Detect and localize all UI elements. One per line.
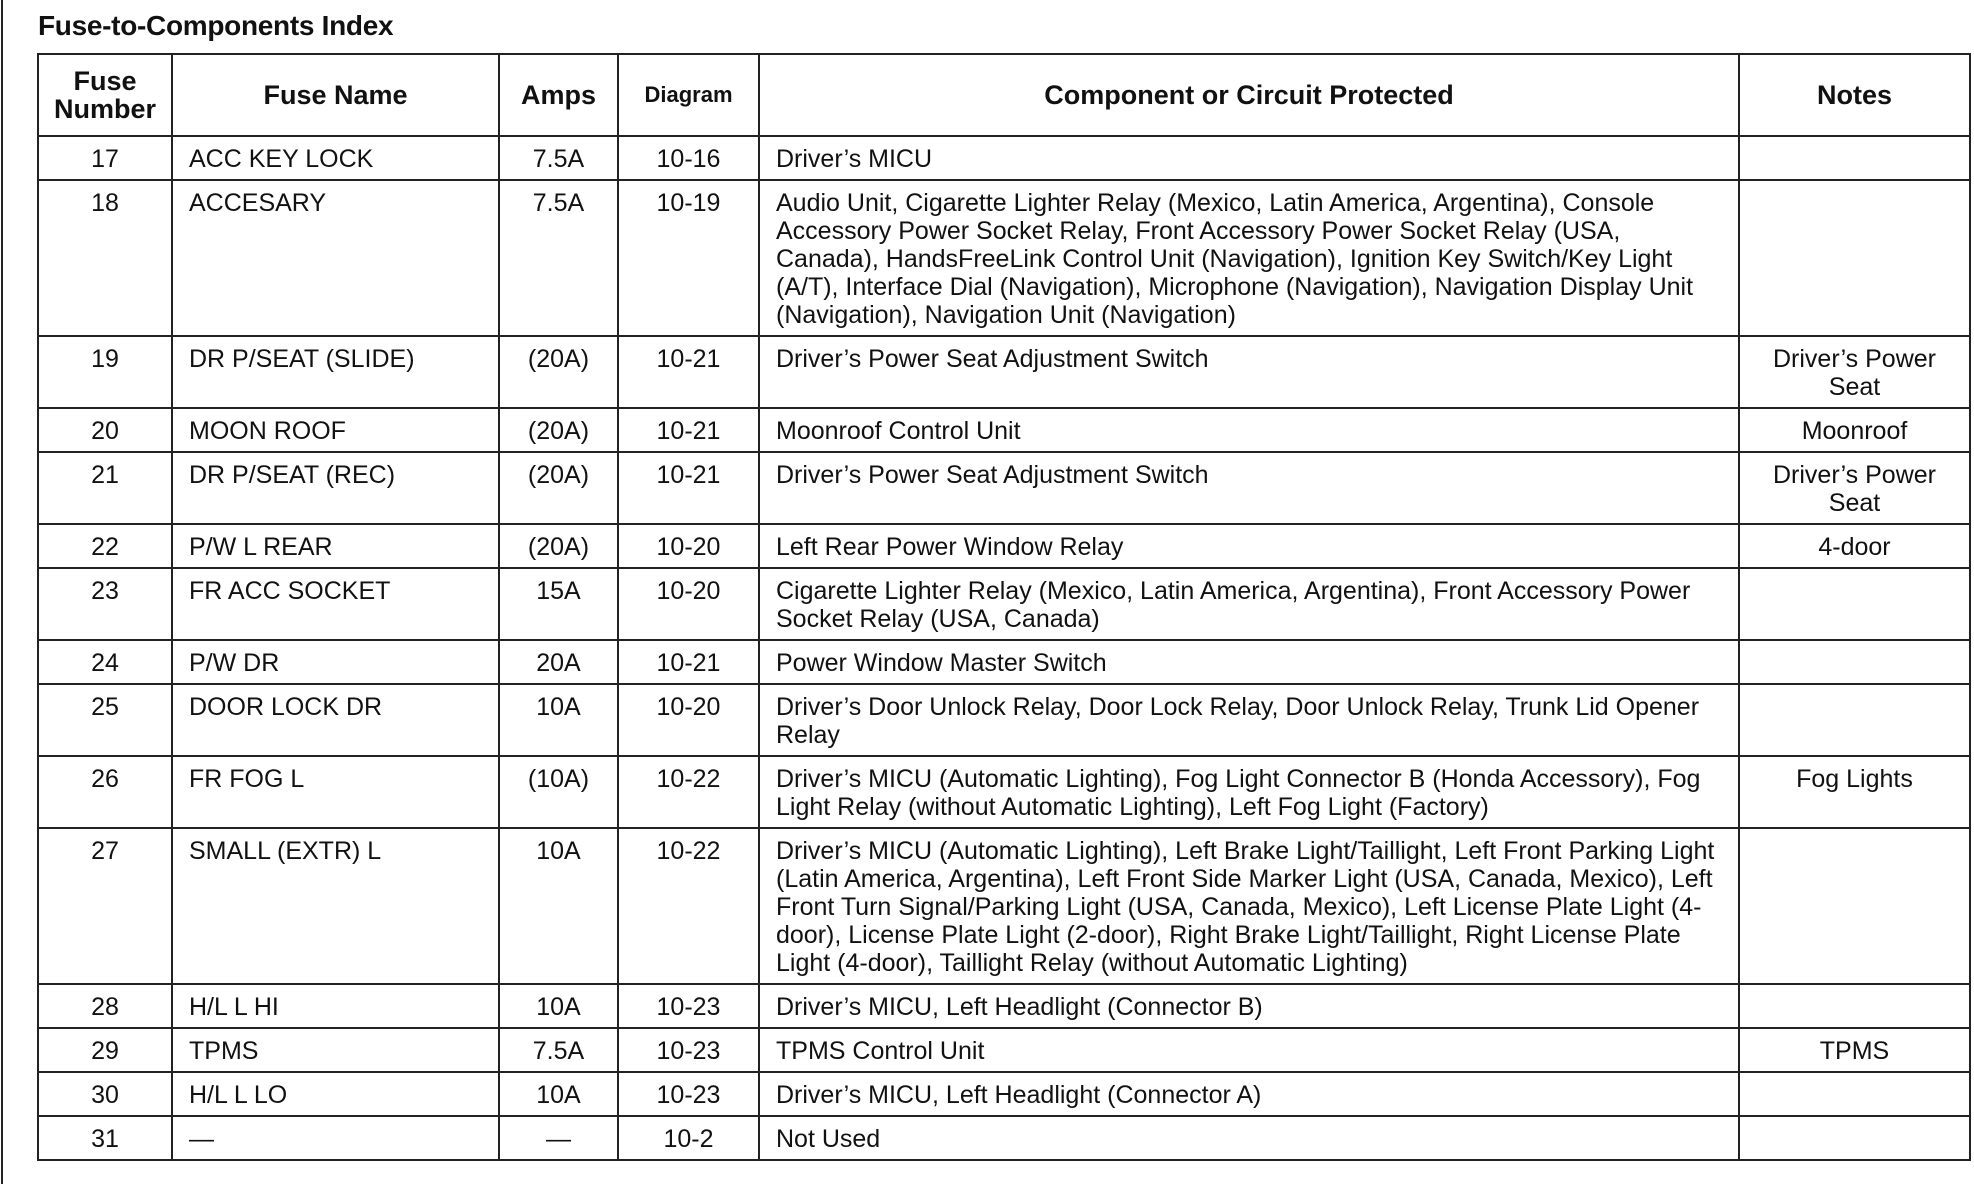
cell-notes bbox=[1739, 684, 1970, 756]
cell-notes: Driver’s Power Seat bbox=[1739, 452, 1970, 524]
cell-diagram: 10-20 bbox=[618, 684, 759, 756]
cell-notes bbox=[1739, 1116, 1970, 1160]
cell-fuse-name: ACCESARY bbox=[172, 180, 499, 336]
cell-fuse-number: 21 bbox=[38, 452, 172, 524]
cell-amps: 10A bbox=[499, 1072, 618, 1116]
cell-component: Driver’s Door Unlock Relay, Door Lock Relay, Door Unlock Relay, Trunk Lid Opener Relay bbox=[759, 684, 1739, 756]
table-row bbox=[38, 684, 1970, 756]
cell-diagram: 10-20 bbox=[618, 568, 759, 640]
cell-notes: Moonroof bbox=[1739, 408, 1970, 452]
cell-fuse-number: 31 bbox=[38, 1116, 172, 1160]
cell-component: Power Window Master Switch bbox=[759, 640, 1739, 684]
cell-diagram: 10-23 bbox=[618, 1028, 759, 1072]
cell-fuse-name: FR ACC SOCKET bbox=[172, 568, 499, 640]
table-row bbox=[38, 828, 1970, 984]
cell-component: Audio Unit, Cigarette Lighter Relay (Mexico, Latin America, Argentina), Console Accessory Power Socket Relay, Front Accessory Power Socket Relay (USA, Canada), HandsFreeLink Control Unit (Navigation), Ignition Key Switch/Key Light (A/T), Interface Dial (Navigation), Microphone (Navigation), Navigation Display Unit (Navigation), Navigation Unit (Navigation) bbox=[759, 180, 1739, 336]
cell-fuse-number: 20 bbox=[38, 408, 172, 452]
table-row bbox=[38, 336, 1970, 408]
page-title: Fuse-to-Components Index bbox=[38, 10, 394, 41]
header-fuse-number-line2: Number bbox=[53, 94, 156, 124]
cell-fuse-name: DR P/SEAT (SLIDE) bbox=[172, 336, 499, 408]
cell-component: TPMS Control Unit bbox=[759, 1028, 1739, 1072]
cell-fuse-number: 29 bbox=[38, 1028, 172, 1072]
cell-amps: 7.5A bbox=[499, 180, 618, 336]
cell-amps: 10A bbox=[499, 684, 618, 756]
table-row bbox=[38, 180, 1970, 336]
cell-amps: 7.5A bbox=[499, 136, 618, 180]
cell-fuse-number: 30 bbox=[38, 1072, 172, 1116]
cell-fuse-name: H/L L HI bbox=[172, 984, 499, 1028]
header-component: Component or Circuit Protected bbox=[759, 54, 1739, 136]
cell-amps: (20A) bbox=[499, 408, 618, 452]
table-row bbox=[38, 984, 1970, 1028]
table-row bbox=[38, 452, 1970, 524]
cell-notes bbox=[1739, 136, 1970, 180]
cell-diagram: 10-16 bbox=[618, 136, 759, 180]
table-row bbox=[38, 756, 1970, 828]
cell-component: Moonroof Control Unit bbox=[759, 408, 1739, 452]
table-row bbox=[38, 640, 1970, 684]
cell-component: Cigarette Lighter Relay (Mexico, Latin America, Argentina), Front Accessory Power Socket Relay (USA, Canada) bbox=[759, 568, 1739, 640]
cell-component: Driver’s MICU (Automatic Lighting), Fog Light Connector B (Honda Accessory), Fog Light Relay (without Automatic Lighting), Left Fog Light (Factory) bbox=[759, 756, 1739, 828]
cell-fuse-number: 18 bbox=[38, 180, 172, 336]
cell-component: Driver’s MICU, Left Headlight (Connector A) bbox=[759, 1072, 1739, 1116]
cell-fuse-name: TPMS bbox=[172, 1028, 499, 1072]
cell-fuse-number: 27 bbox=[38, 828, 172, 984]
cell-fuse-name: SMALL (EXTR) L bbox=[172, 828, 499, 984]
cell-fuse-number: 23 bbox=[38, 568, 172, 640]
cell-diagram: 10-21 bbox=[618, 640, 759, 684]
table-row bbox=[38, 568, 1970, 640]
cell-diagram: 10-22 bbox=[618, 756, 759, 828]
cell-notes bbox=[1739, 568, 1970, 640]
cell-amps: 20A bbox=[499, 640, 618, 684]
cell-component: Driver’s Power Seat Adjustment Switch bbox=[759, 336, 1739, 408]
cell-amps: 10A bbox=[499, 828, 618, 984]
table-row bbox=[38, 136, 1970, 180]
cell-component: Driver’s MICU bbox=[759, 136, 1739, 180]
cell-notes: TPMS bbox=[1739, 1028, 1970, 1072]
cell-diagram: 10-21 bbox=[618, 452, 759, 524]
cell-notes bbox=[1739, 640, 1970, 684]
cell-component: Driver’s MICU, Left Headlight (Connector B) bbox=[759, 984, 1739, 1028]
cell-diagram: 10-23 bbox=[618, 1072, 759, 1116]
cell-diagram: 10-21 bbox=[618, 336, 759, 408]
cell-fuse-number: 25 bbox=[38, 684, 172, 756]
cell-amps: (20A) bbox=[499, 452, 618, 524]
cell-fuse-name: MOON ROOF bbox=[172, 408, 499, 452]
header-fuse-number bbox=[38, 54, 172, 136]
cell-fuse-number: 28 bbox=[38, 984, 172, 1028]
cell-notes: 4-door bbox=[1739, 524, 1970, 568]
cell-amps: 10A bbox=[499, 984, 618, 1028]
cell-fuse-name: FR FOG L bbox=[172, 756, 499, 828]
cell-fuse-name: — bbox=[172, 1116, 499, 1160]
header-amps: Amps bbox=[499, 54, 618, 136]
table-row bbox=[38, 1028, 1970, 1072]
table-row bbox=[38, 1116, 1970, 1160]
cell-diagram: 10-20 bbox=[618, 524, 759, 568]
cell-component: Left Rear Power Window Relay bbox=[759, 524, 1739, 568]
cell-fuse-name: ACC KEY LOCK bbox=[172, 136, 499, 180]
cell-amps: (20A) bbox=[499, 524, 618, 568]
cell-notes bbox=[1739, 984, 1970, 1028]
cell-fuse-name: P/W L REAR bbox=[172, 524, 499, 568]
cell-fuse-name: P/W DR bbox=[172, 640, 499, 684]
cell-fuse-name: DOOR LOCK DR bbox=[172, 684, 499, 756]
cell-notes: Driver’s Power Seat bbox=[1739, 336, 1970, 408]
cell-component: Driver’s MICU (Automatic Lighting), Left Brake Light/Taillight, Left Front Parking Light (Latin America, Argentina), Left Front Side Marker Light (USA, Canada, Mexico), Left Front Turn Signal/Parking Light (USA, Canada, Mexico), Left License Plate Light (4-door), License Plate Light (2-door), Right Brake Light/Taillight, Right License Plate Light (4-door), Taillight Relay (without Automatic Lighting) bbox=[759, 828, 1739, 984]
cell-diagram: 10-23 bbox=[618, 984, 759, 1028]
cell-diagram: 10-21 bbox=[618, 408, 759, 452]
cell-amps: — bbox=[499, 1116, 618, 1160]
cell-amps: 15A bbox=[499, 568, 618, 640]
cell-amps: (20A) bbox=[499, 336, 618, 408]
table-row bbox=[38, 408, 1970, 452]
header-notes: Notes bbox=[1739, 54, 1970, 136]
cell-fuse-number: 17 bbox=[38, 136, 172, 180]
fuse-table bbox=[37, 53, 1971, 1161]
cell-notes bbox=[1739, 1072, 1970, 1116]
page-left-border bbox=[1, 0, 3, 1184]
cell-component: Driver’s Power Seat Adjustment Switch bbox=[759, 452, 1739, 524]
cell-notes bbox=[1739, 180, 1970, 336]
table-row bbox=[38, 1072, 1970, 1116]
cell-fuse-number: 22 bbox=[38, 524, 172, 568]
header-fuse-name: Fuse Name bbox=[172, 54, 499, 136]
cell-amps: (10A) bbox=[499, 756, 618, 828]
cell-component: Not Used bbox=[759, 1116, 1739, 1160]
cell-notes: Fog Lights bbox=[1739, 756, 1970, 828]
cell-amps: 7.5A bbox=[499, 1028, 618, 1072]
header-fuse-number-line1: Fuse bbox=[73, 66, 137, 96]
cell-diagram: 10-22 bbox=[618, 828, 759, 984]
cell-fuse-name: H/L L LO bbox=[172, 1072, 499, 1116]
cell-fuse-number: 24 bbox=[38, 640, 172, 684]
header-diagram: Diagram bbox=[618, 54, 759, 136]
cell-diagram: 10-19 bbox=[618, 180, 759, 336]
table-row bbox=[38, 524, 1970, 568]
cell-diagram: 10-2 bbox=[618, 1116, 759, 1160]
cell-fuse-name: DR P/SEAT (REC) bbox=[172, 452, 499, 524]
cell-fuse-number: 26 bbox=[38, 756, 172, 828]
fuse-table-body bbox=[38, 136, 1970, 1160]
table-header-row bbox=[38, 54, 1970, 136]
cell-fuse-number: 19 bbox=[38, 336, 172, 408]
cell-notes bbox=[1739, 828, 1970, 984]
